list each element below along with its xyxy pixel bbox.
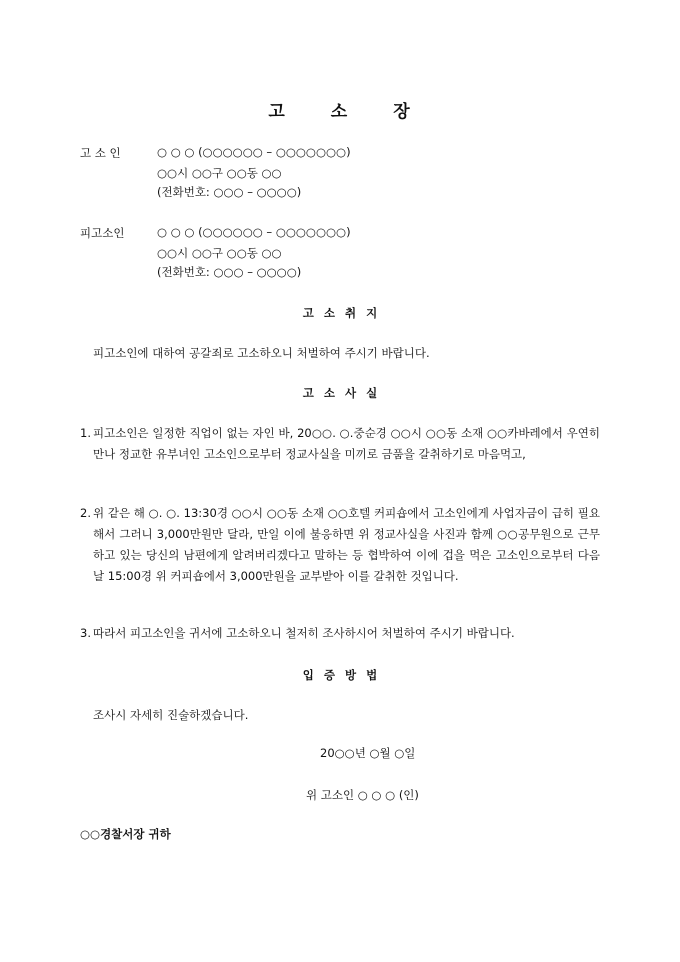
fact-item-text: 위 같은 해 ○. ○. 13:30경 ○○시 ○○동 소재 ○○호텔 커피숍에서 고소인에게 사업자금이 급히 필요해서 그러니 3,000만원만 달라, 만일 이에 불응하면 위 정교사실을 사진과 함께 ○○공무원으로 근무하고 있는 당신의 남편에게 알려버리겠다고 말하는 등 협박하여 이에 겁을 먹은 고소인으로부터 다음날 15:00경 위 커피숍에서 3,000만원을 교부받아 이를 갈취한 것입니다. (93, 506, 600, 583)
fact-item-number: 2. (80, 506, 91, 520)
title-char-1: 고 (268, 102, 287, 122)
defendant-label: 피고소인 (80, 226, 125, 240)
complainant-label: 고 소 인 (80, 146, 121, 160)
evidence-text: 조사시 자세히 진술하겠습니다. (93, 708, 249, 722)
complainant-phone: (전화번호: ○○○ – ○○○○) (157, 185, 302, 199)
fact-item-number: 3. (80, 626, 91, 640)
evidence-heading-char-1: 입 (302, 668, 314, 682)
facts-heading-char-3: 사 (345, 386, 357, 400)
fact-item-3 (80, 623, 600, 644)
purpose-heading-char-2: 소 (323, 306, 335, 320)
purpose-heading-char-1: 고 (302, 306, 314, 320)
evidence-heading (0, 667, 680, 683)
fact-item-text: 따라서 피고소인을 귀서에 고소하오니 철저히 조사하시어 처벌하여 주시기 바랍니다. (93, 626, 515, 640)
complainant-address: ○○시 ○○구 ○○동 ○○ (157, 166, 282, 180)
defendant-phone: (전화번호: ○○○ – ○○○○) (157, 265, 302, 279)
fact-item-1 (80, 423, 600, 465)
complainant-name-line: ○ ○ ○ (○○○○○○ – ○○○○○○○) (157, 145, 351, 159)
facts-heading-char-1: 고 (302, 386, 314, 400)
document-title (0, 97, 680, 122)
fact-item-number: 1. (80, 426, 91, 440)
title-char-3: 장 (393, 102, 412, 122)
title-char-2: 소 (330, 102, 350, 122)
signature-line: 위 고소인 ○ ○ ○ (인) (306, 788, 419, 802)
evidence-heading-char-4: 법 (366, 668, 378, 682)
purpose-heading-char-4: 지 (366, 306, 378, 320)
purpose-text: 피고소인에 대하여 공갈죄로 고소하오니 처벌하여 주시기 바랍니다. (93, 346, 430, 360)
purpose-heading (0, 305, 680, 321)
defendant-name-line: ○ ○ ○ (○○○○○○ – ○○○○○○○) (157, 225, 351, 239)
addressee: ○○경찰서장 귀하 (80, 827, 171, 841)
facts-heading-char-2: 소 (323, 386, 335, 400)
facts-heading (0, 385, 680, 401)
evidence-heading-char-3: 방 (345, 668, 357, 682)
defendant-address: ○○시 ○○구 ○○동 ○○ (157, 246, 282, 260)
purpose-heading-char-3: 취 (345, 306, 357, 320)
document-date: 20○○년 ○월 ○일 (320, 746, 416, 760)
facts-heading-char-4: 실 (366, 386, 378, 400)
evidence-heading-char-2: 증 (323, 668, 335, 682)
fact-item-text: 피고소인은 일정한 직업이 없는 자인 바, 20○○. ○.중순경 ○○시 ○○동 소재 ○○카바레에서 우연히 만나 정교한 유부녀인 고소인으로부터 정교사실을 미끼로 금품을 갈취하기로 마음먹고, (93, 426, 600, 461)
fact-item-2 (80, 503, 600, 587)
